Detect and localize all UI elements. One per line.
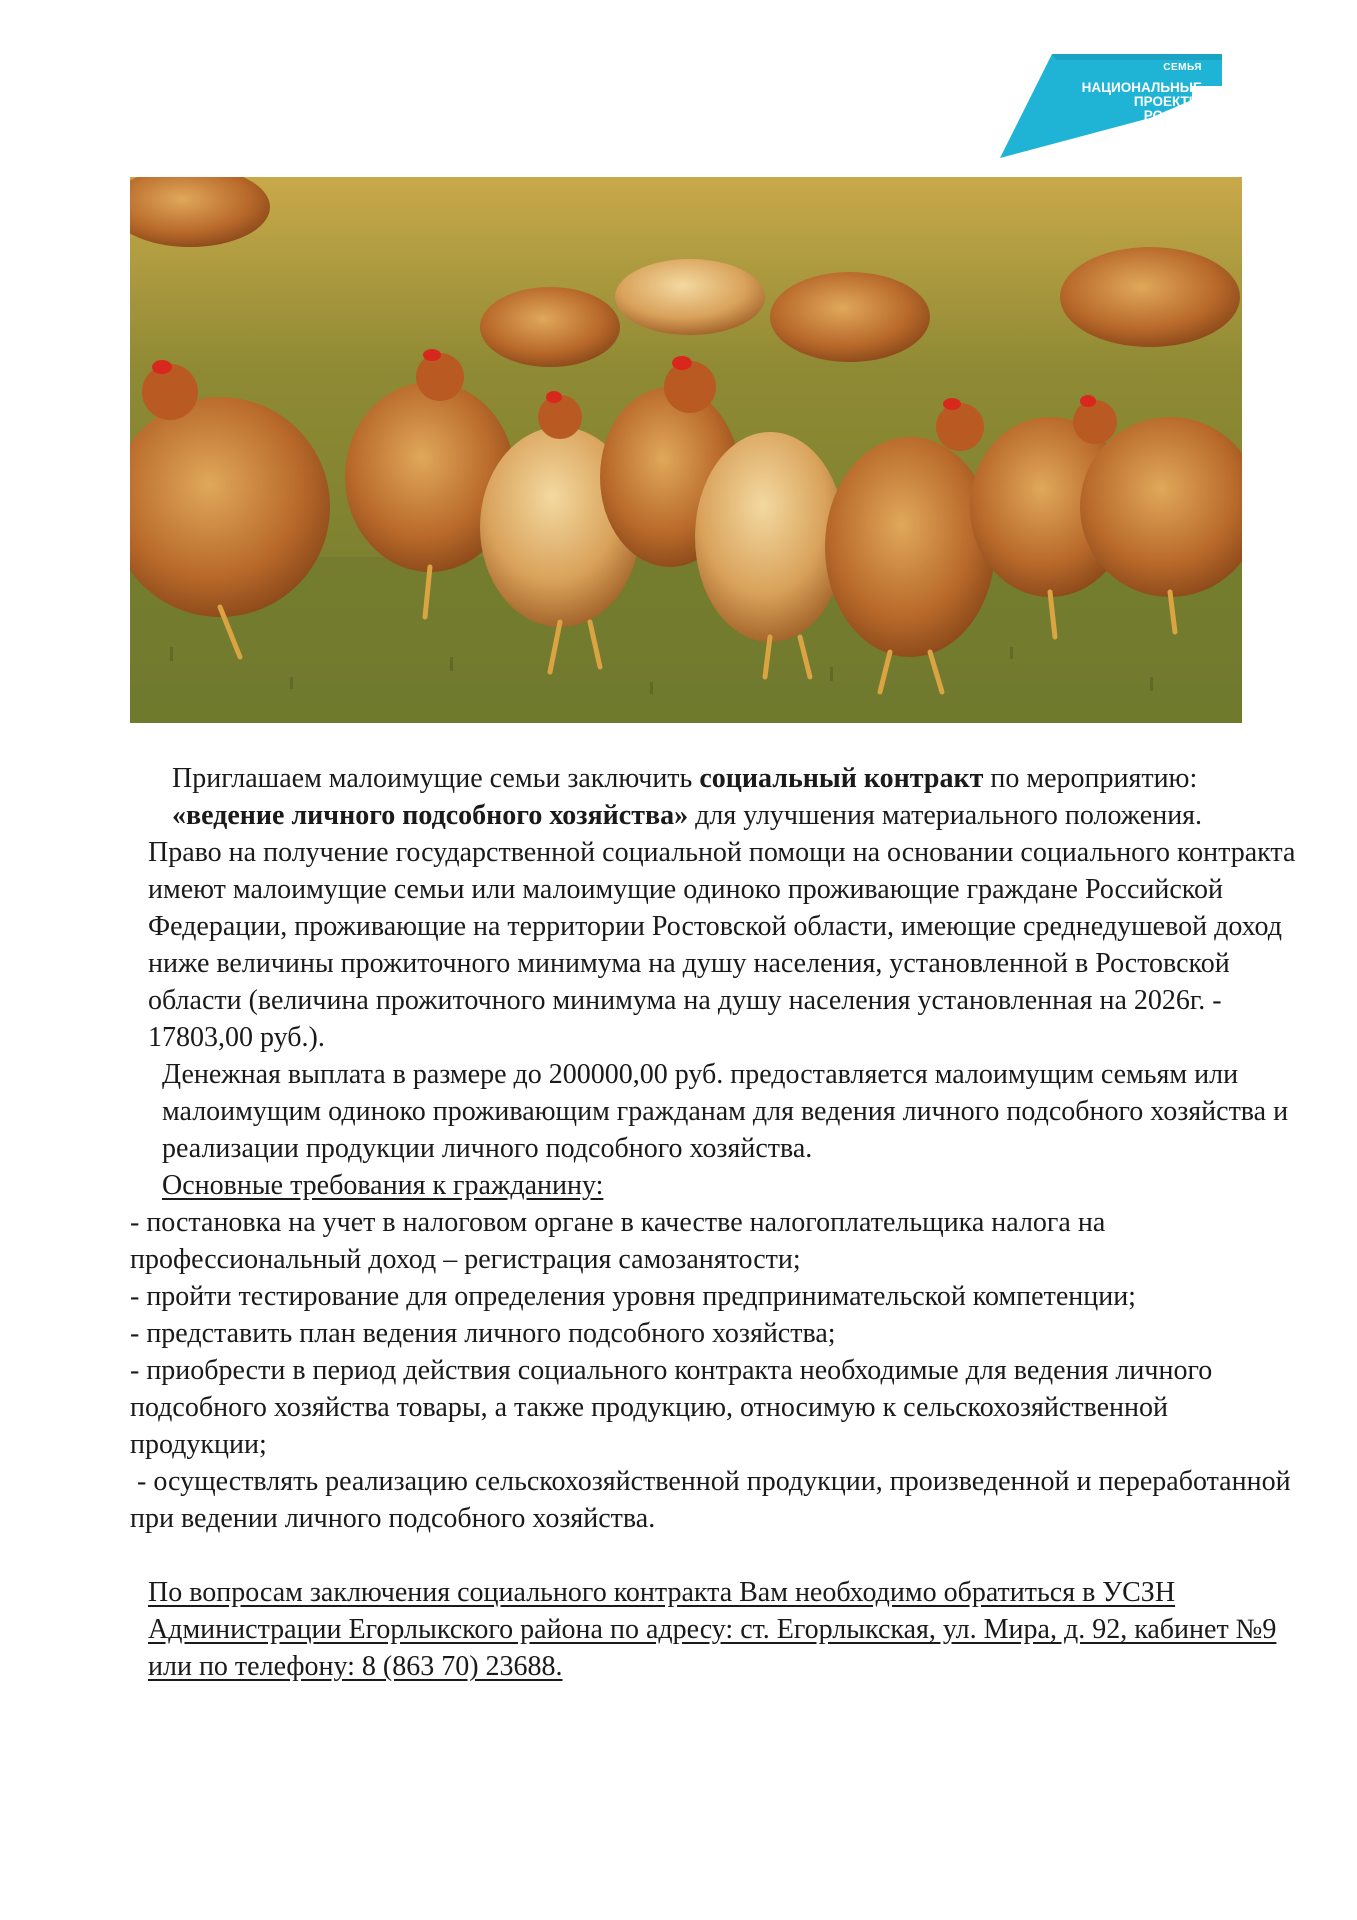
contact-text: По вопросам заключения социального контракта Вам необходимо обратиться в УСЗН Администрации Егорлыкского района по адресу: ст. Егорлыкская, ул. Мира, д. 92, кабинет №9 или по телефону: 8 (863 70) 23688. (148, 1577, 1277, 1682)
chickens-illustration (130, 177, 1242, 723)
intro-bold-contract: социальный контракт (699, 763, 984, 794)
intro-text-1: Приглашаем малоимущие семьи заключить (172, 763, 700, 794)
requirements-heading (130, 1167, 1300, 1204)
document-body (130, 760, 1300, 1685)
logo-line-1: НАЦИОНАЛЬНЫЕ (1081, 80, 1202, 95)
requirements-heading-text: Основные требования к гражданину: (162, 1170, 604, 1201)
requirement-item: - осуществлять реализацию сельскохозяйственной продукции, произведенной и переработанной при ведении личного подсобного хозяйства. (130, 1466, 1298, 1534)
requirement-item: - постановка на учет в налоговом органе в качестве налогоплательщика налога на профессиональный доход – регистрация самозанятости; (130, 1207, 1106, 1275)
contact-paragraph (130, 1574, 1300, 1685)
payment-paragraph: Денежная выплата в размере до 200000,00 руб. предоставляется малоимущим семьям или малоимущим одиноко проживающим гражданам для ведения личного подсобного хозяйства и реализации продукции личного подсобного хозяйства. (162, 1059, 1289, 1164)
requirement-item: - приобрести в период действия социального контракта необходимые для ведения личного подсобного хозяйства товары, а также продукцию, относимую к сельскохозяйственной продукции; (130, 1355, 1213, 1460)
logo-small-text: СЕМЬЯ (1163, 62, 1202, 73)
logo-line-2: ПРОЕКТЫ (1133, 94, 1202, 109)
national-projects-logo (1000, 52, 1230, 162)
logo-line-3: РОССИИ (1143, 108, 1202, 123)
intro-paragraph (130, 760, 1300, 834)
intro-bold-activity: «ведение личного подсобного хозяйства» (172, 800, 689, 831)
intro-text-2: по мероприятию: (983, 763, 1198, 794)
chickens-photo (130, 177, 1242, 723)
requirement-item: - пройти тестирование для определения уровня предпринимательской компетенции; (130, 1281, 1136, 1312)
requirement-item: - представить план ведения личного подсобного хозяйства; (130, 1318, 836, 1349)
intro-text-3: для улучшения материального положения. (688, 800, 1203, 831)
eligibility-paragraph: Право на получение государственной социальной помощи на основании социального контракта имеют малоимущие семьи или малоимущие одиноко проживающие граждане Российской Федерации, проживающие на территории Ростовской области, имеющие среднедушевой доход ниже величины прожиточного минимума на душу населения, установленной в Ростовской области (величина прожиточного минимума на душу населения установленная на 2026г. - 17803,00 руб.). (148, 837, 1296, 1053)
spacer (130, 1537, 1300, 1574)
